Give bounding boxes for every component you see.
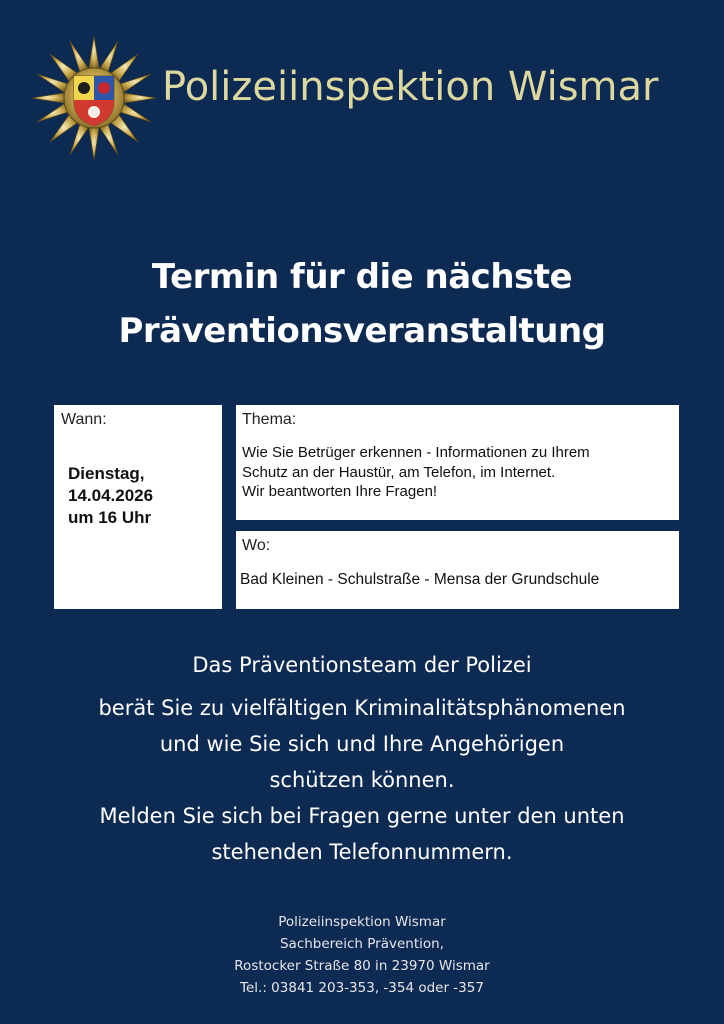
description-line: schützen können. [269,768,455,792]
description-line: und wie Sie sich und Ihre Angehörigen [159,732,565,756]
headline [0,250,724,358]
when-day: Dienstag, [68,464,145,483]
description [0,648,724,870]
topic-label: Thema: [242,411,297,428]
description-line: Das Präventionsteam der Polizei [192,653,532,677]
topic-line: Schutz an der Haustür, am Telefon, im Internet. [242,463,556,481]
when-value [68,463,153,529]
police-star-badge-icon [30,34,158,162]
contact-line: Polizeiinspektion Wismar [278,914,446,930]
contact-info [0,911,724,999]
place-box [236,531,679,609]
topic-line: Wie Sie Betrüger erkennen - Informationen zu Ihrem [242,444,590,461]
when-box [54,405,222,609]
contact-line: Rostocker Straße 80 in 23970 Wismar [234,958,490,974]
description-line: Melden Sie sich bei Fragen gerne unter den unten [99,804,625,828]
description-line: berät Sie zu vielfältigen Kriminalitätsphänomenen [98,696,626,720]
description-line: stehenden Telefonnummern. [211,840,513,864]
headline-line: Termin für die nächste [151,257,573,297]
when-time: um 16 Uhr [68,508,152,527]
contact-phone: Tel.: 03841 203-353, -354 oder -357 [240,980,484,996]
org-title: Polizeiinspektion Wismar [162,64,659,110]
place-value: Bad Kleinen - Schulstraße - Mensa der Grundschule [240,571,600,588]
topic-line: Wir beantworten Ihre Fragen! [242,483,438,500]
contact-line: Sachbereich Prävention, [279,936,444,952]
headline-line: Präventionsveranstaltung [118,311,606,351]
topic-box [236,405,679,520]
topic-value [242,443,590,502]
when-date: 14.04.2026 [68,486,154,505]
place-label: Wo: [242,537,271,554]
when-label: Wann: [61,411,107,428]
